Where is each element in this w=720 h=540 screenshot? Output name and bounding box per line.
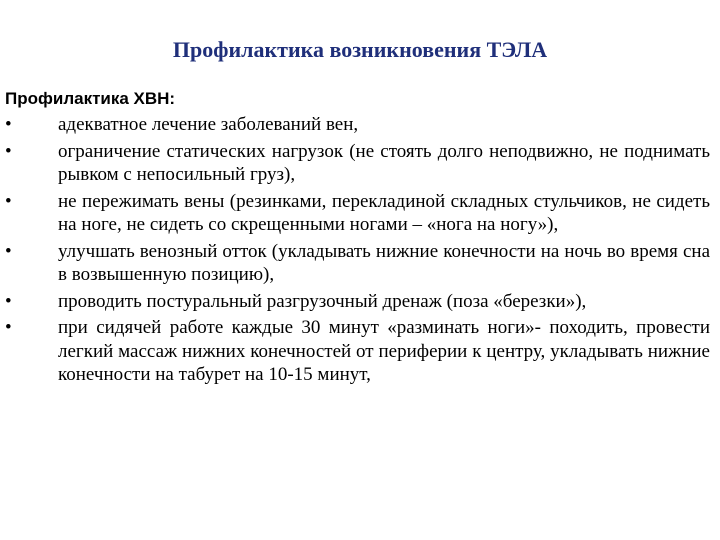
bullet-list	[5, 113, 710, 390]
bullet-text: проводить постуральный разгрузочный дренаж (поза «березки»),	[58, 290, 587, 312]
section-subheading: Профилактика ХВН:	[5, 89, 176, 108]
bullet-icon: •	[5, 190, 12, 212]
bullet-item	[5, 140, 710, 187]
bullet-text: при сидячей работе каждые 30 минут «разминать ноги»- походить, провести легкий массаж нижних конечностей от периферии к центру, укладывать нижние конечности на табурет на 10-15 минут,	[58, 317, 710, 385]
bullet-item	[5, 113, 710, 137]
bullet-text: ограничение статических нагрузок (не стоять долго неподвижно, не поднимать рывком с непосильный груз),	[58, 140, 710, 185]
bullet-item	[5, 240, 710, 287]
bullet-icon: •	[5, 140, 12, 162]
bullet-item	[5, 190, 710, 237]
bullet-text: улучшать венозный отток (укладывать нижние конечности на ночь во время сна в возвышенную позицию),	[58, 240, 710, 285]
bullet-item	[5, 290, 710, 314]
bullet-icon: •	[5, 317, 12, 338]
bullet-text: не пережимать вены (резинками, перекладиной складных стульчиков, не сидеть на ноге, не сидеть со скрещенными ногами – «нога на ногу»),	[58, 190, 710, 235]
slide-title: Профилактика возникновения ТЭЛА	[172, 37, 548, 62]
bullet-item	[5, 316, 710, 387]
bullet-text: адекватное лечение заболеваний вен,	[58, 114, 359, 135]
bullet-icon: •	[5, 290, 12, 312]
bullet-icon: •	[5, 114, 12, 135]
bullet-icon: •	[5, 240, 12, 262]
